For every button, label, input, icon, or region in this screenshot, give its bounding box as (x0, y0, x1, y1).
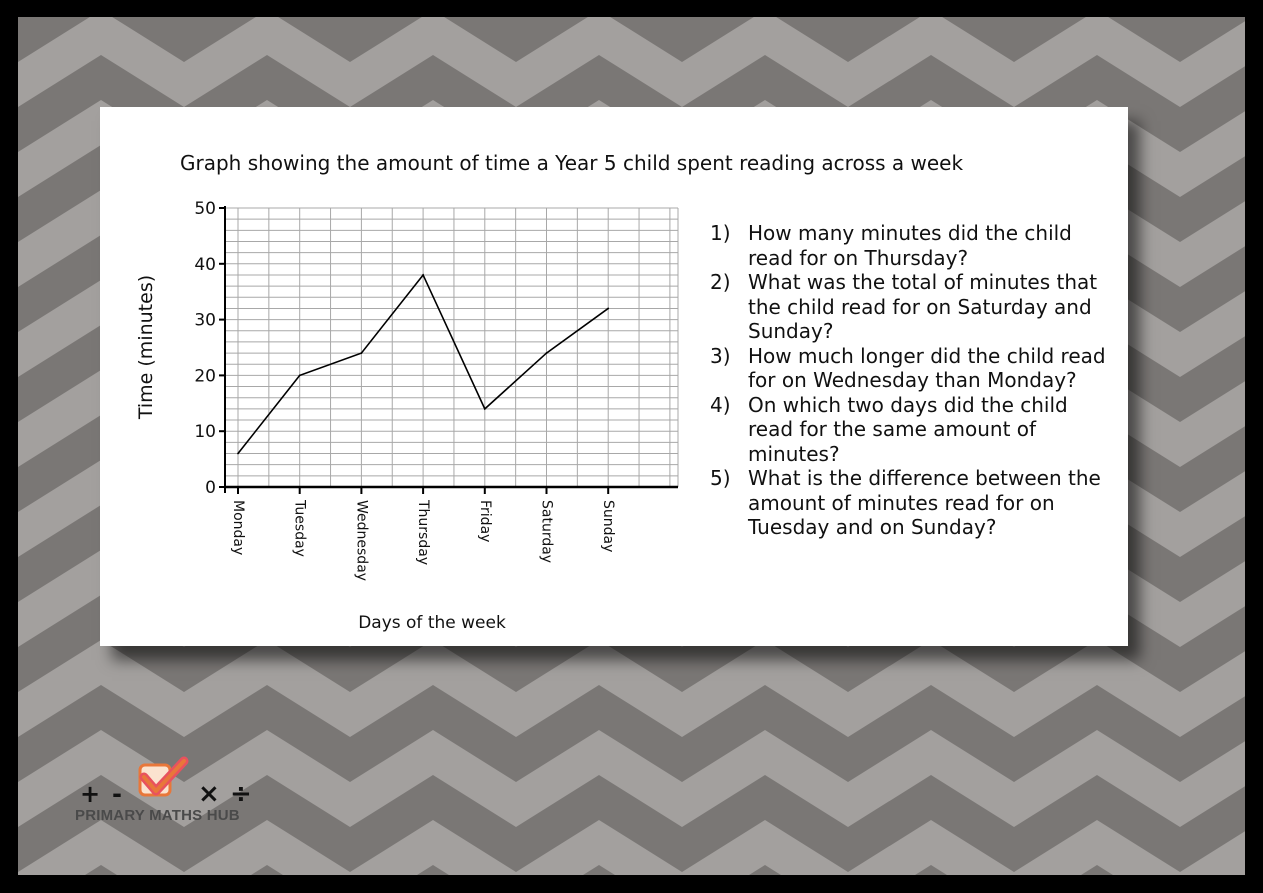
data-point (237, 453, 239, 455)
question-item (710, 393, 1110, 467)
line-chart (100, 107, 720, 646)
x-tick-label: Wednesday (353, 500, 370, 582)
data-point (422, 274, 424, 276)
question-item (710, 466, 1110, 540)
y-axis-label: Time (minutes) (135, 274, 157, 420)
x-tick-label: Monday (230, 500, 246, 556)
chart-grid (225, 208, 678, 487)
data-point (299, 375, 301, 377)
logo-text: PRIMARY MATHS HUB (75, 807, 240, 824)
question-item (710, 270, 1110, 344)
multiply-symbol: × (198, 779, 220, 809)
y-tick-label: 40 (194, 254, 216, 275)
question-text: On which two days did the child read for the same amount of minutes? (748, 392, 1068, 466)
x-axis-label: Days of the week (358, 613, 506, 633)
x-tick-label: Tuesday (291, 500, 308, 557)
x-tick-label: Sunday (600, 500, 617, 553)
question-text: What was the total of minutes that the child read for on Saturday and Sunday? (748, 270, 1098, 343)
question-number: 1) (710, 221, 731, 245)
y-tick-label: 10 (194, 422, 216, 443)
data-point (607, 308, 609, 310)
divide-symbol: ÷ (230, 779, 252, 809)
question-number: 4) (710, 392, 731, 417)
y-tick-label: 30 (194, 310, 216, 331)
x-tick-label: Thursday (415, 500, 432, 566)
question-text: How much longer did the child read for on Wednesday than Monday? (748, 343, 1106, 392)
logo-graphic (72, 749, 272, 809)
data-point (361, 352, 363, 354)
question-text: What is the difference between the amount of minutes read for on Tuesday and on Sunday? (748, 466, 1101, 539)
plus-symbol: + (80, 780, 101, 808)
data-point (546, 352, 548, 354)
question-number: 3) (710, 343, 731, 368)
question-list (710, 221, 1110, 540)
minus-symbol: - (112, 780, 122, 808)
chart-title: Graph showing the amount of time a Year 5 child spent reading across a week (180, 151, 964, 175)
question-text: How many minutes did the child read for on Thursday? (748, 221, 1072, 270)
y-tick-label: 20 (194, 366, 216, 387)
y-tick-label: 0 (205, 478, 216, 498)
question-item (710, 344, 1110, 393)
question-number: 5) (710, 466, 731, 490)
primary-maths-hub-logo (72, 749, 272, 829)
question-item (710, 221, 1110, 270)
x-tick-label: Friday (476, 500, 493, 543)
check-mark-icon (140, 761, 184, 795)
slide (18, 17, 1245, 875)
y-tick-label: 50 (194, 199, 216, 219)
x-tick-label: Saturday (538, 500, 555, 564)
data-point (484, 408, 486, 410)
worksheet-card (100, 107, 1128, 646)
question-number: 2) (710, 270, 731, 294)
